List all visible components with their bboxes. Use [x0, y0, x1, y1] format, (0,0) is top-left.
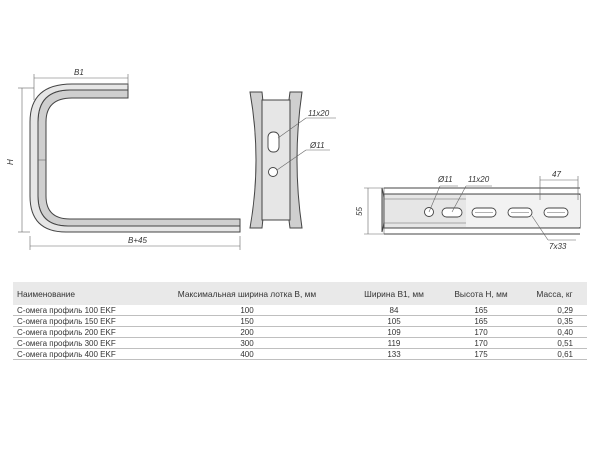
label-height-55: 55: [355, 207, 364, 216]
cell-width-b1: 109: [348, 327, 440, 338]
cell-width-b1: 133: [348, 349, 440, 360]
label-slot-side: 11x20: [468, 175, 490, 184]
cell-mass: 0,61: [522, 349, 587, 360]
cell-height-h: 175: [440, 349, 522, 360]
profile-top-view: [382, 188, 580, 234]
header-name: Наименование: [13, 282, 146, 305]
cell-name: C-омега профиль 300 EKF: [13, 338, 146, 349]
profile-front-view: [250, 92, 302, 228]
cell-width-b1: 119: [348, 338, 440, 349]
cell-max-width: 300: [146, 338, 348, 349]
table-row: [13, 316, 587, 327]
spec-table-header: [13, 282, 587, 305]
header-height-h: Высота H, мм: [440, 282, 522, 305]
dimension-b45: [30, 236, 240, 250]
table-row: [13, 349, 587, 360]
table-row: [13, 327, 587, 338]
cell-height-h: 165: [440, 316, 522, 327]
cell-max-width: 150: [146, 316, 348, 327]
label-hole-front: Ø11: [310, 141, 325, 150]
profile-side-view: [30, 84, 240, 232]
spec-table: [13, 282, 587, 360]
cell-max-width: 400: [146, 349, 348, 360]
cell-name: C-омега профиль 100 EKF: [13, 305, 146, 316]
label-slot-front: 11x20: [308, 109, 330, 118]
cell-name: C-омега профиль 200 EKF: [13, 327, 146, 338]
cell-max-width: 200: [146, 327, 348, 338]
cell-mass: 0,35: [522, 316, 587, 327]
cell-name: C-омега профиль 150 EKF: [13, 316, 146, 327]
header-width-b1: Ширина B1, мм: [348, 282, 440, 305]
cell-height-h: 170: [440, 338, 522, 349]
cell-mass: 0,40: [522, 327, 587, 338]
cell-width-b1: 84: [348, 305, 440, 316]
cell-height-h: 170: [440, 327, 522, 338]
label-pitch-47: 47: [552, 170, 561, 179]
cell-max-width: 100: [146, 305, 348, 316]
label-b45: B+45: [128, 236, 147, 245]
header-max-width: Максимальная ширина лотка B, мм: [146, 282, 348, 305]
label-hole-side: Ø11: [438, 175, 453, 184]
label-b1: B1: [74, 68, 84, 77]
header-mass: Масса, кг: [522, 282, 587, 305]
table-row: [13, 338, 587, 349]
cell-width-b1: 105: [348, 316, 440, 327]
label-h: H: [6, 159, 15, 165]
table-row: [13, 305, 587, 316]
label-slot-count: 7x33: [549, 242, 567, 251]
cell-mass: 0,51: [522, 338, 587, 349]
cell-height-h: 165: [440, 305, 522, 316]
cell-mass: 0,29: [522, 305, 587, 316]
cell-name: C-омега профиль 400 EKF: [13, 349, 146, 360]
